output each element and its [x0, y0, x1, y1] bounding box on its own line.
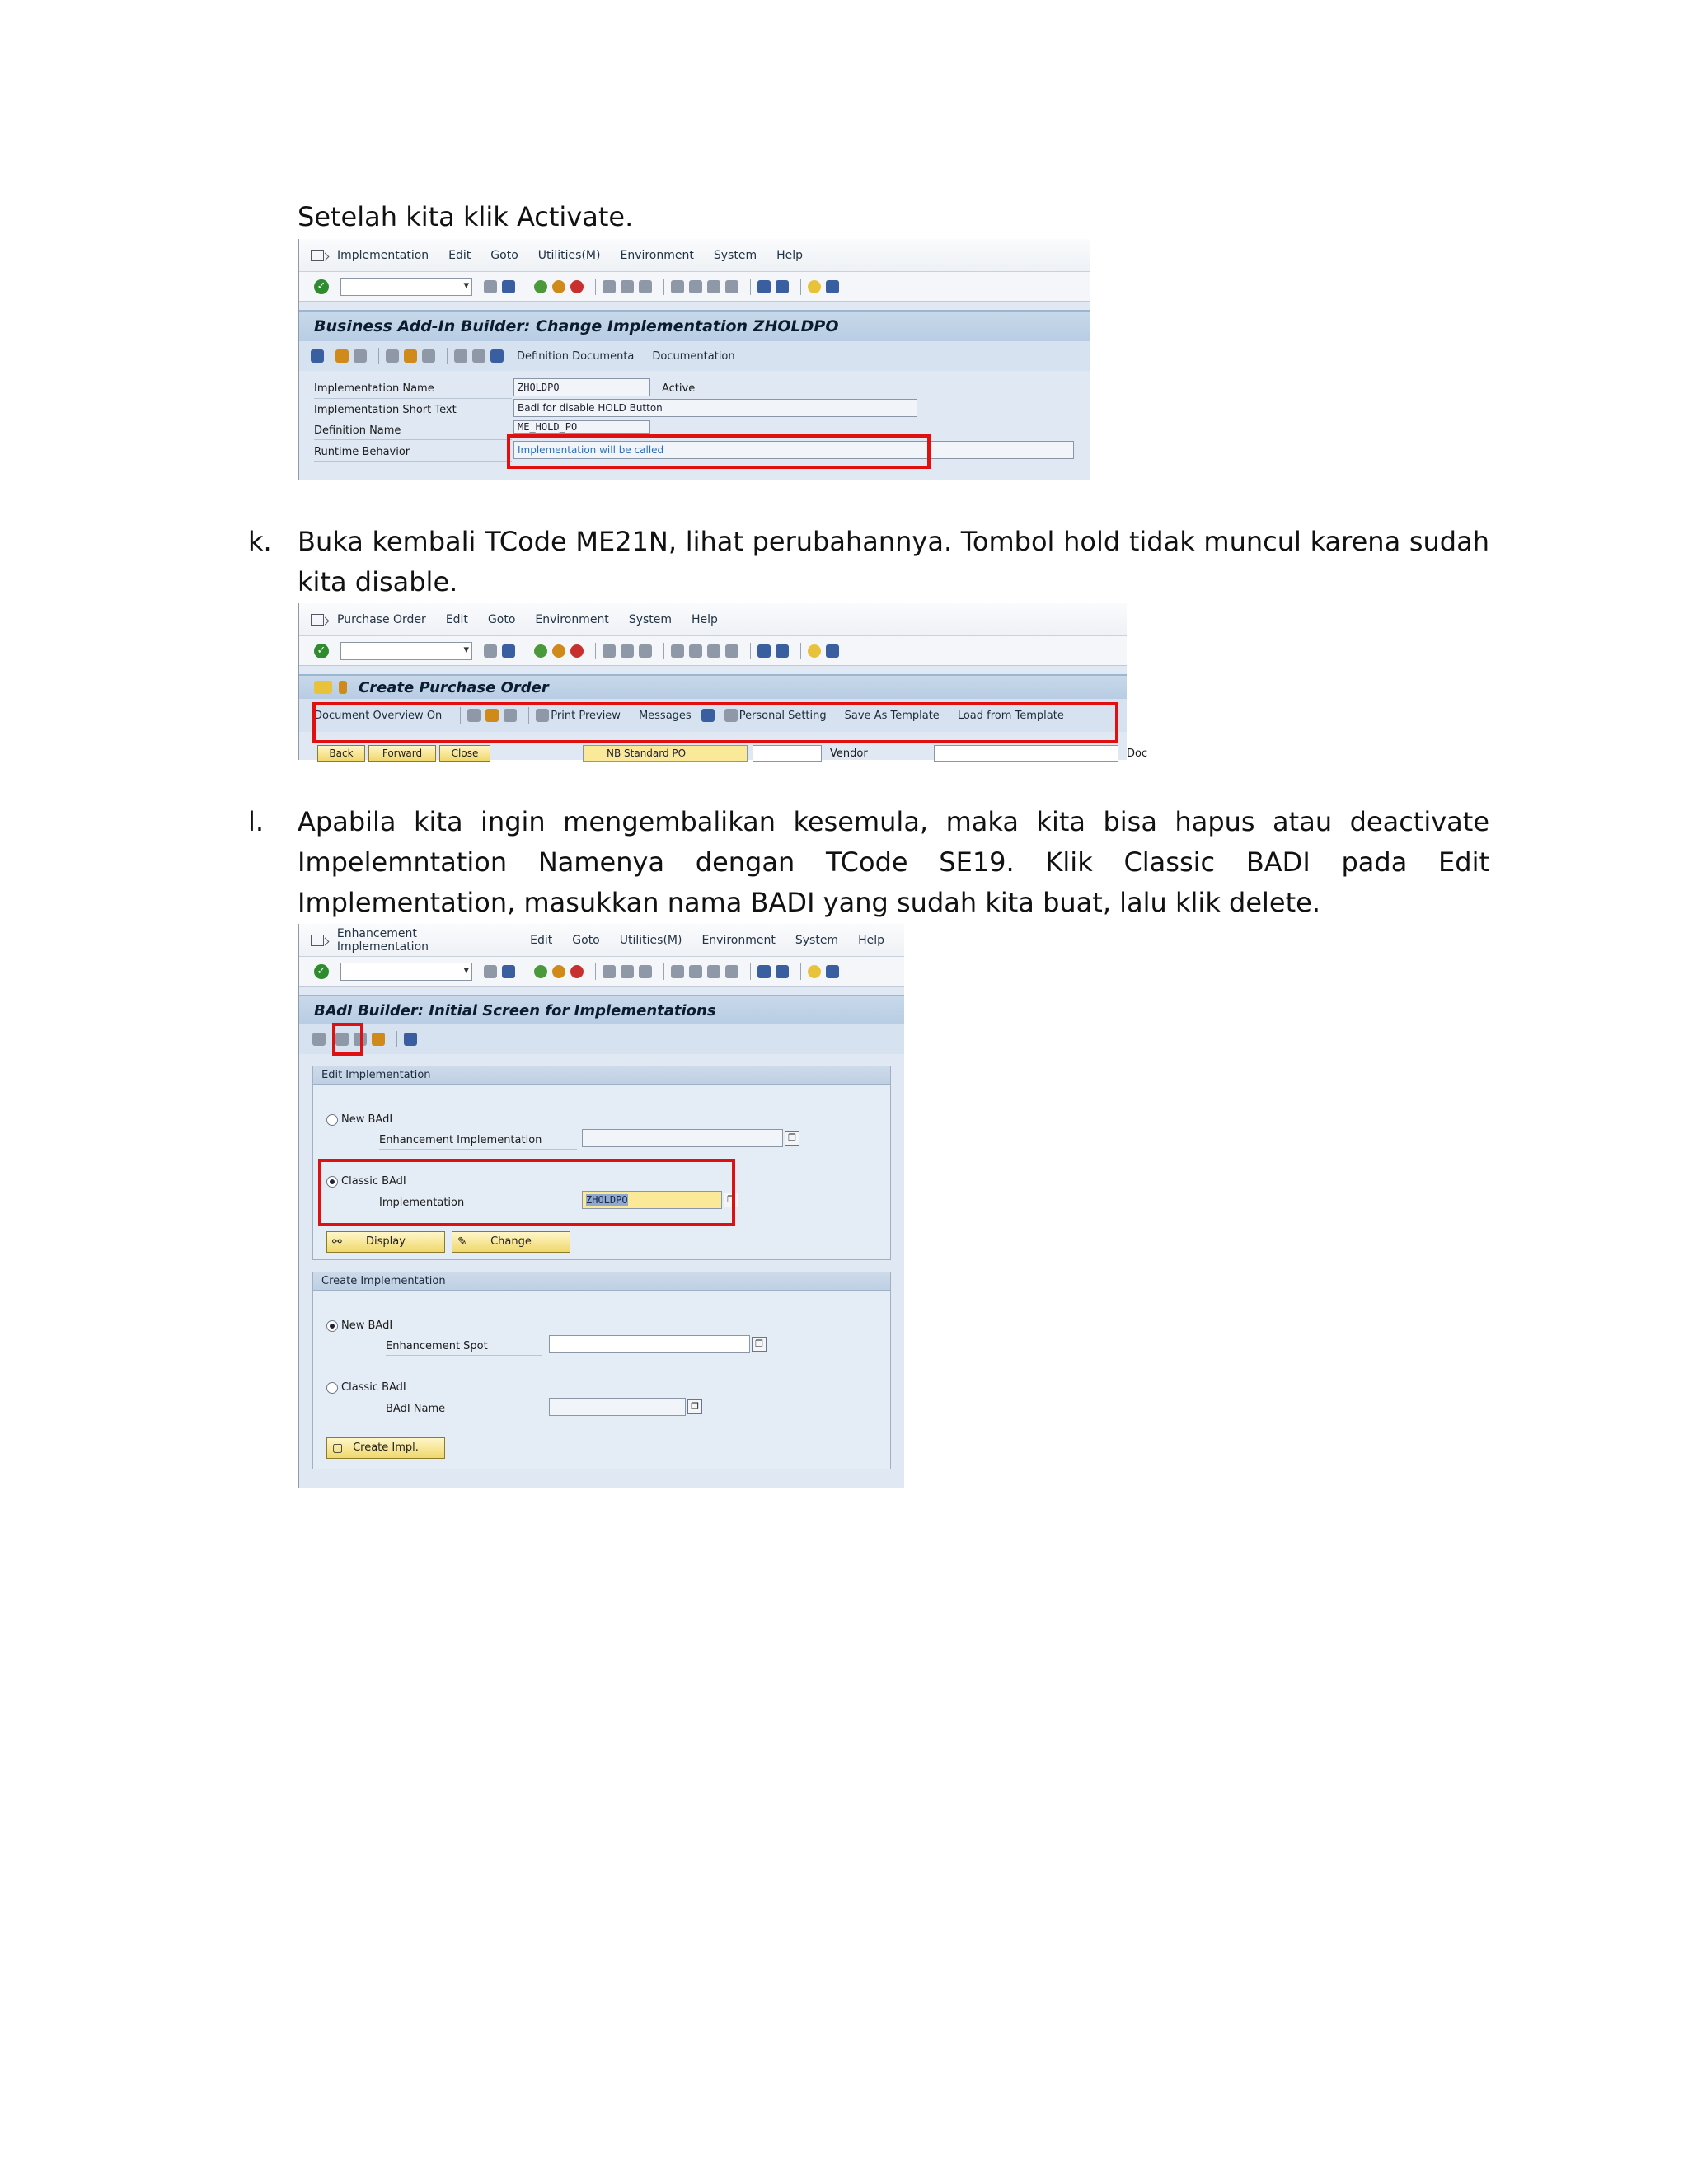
menu-item-utilities[interactable]: Utilities(M)	[619, 933, 682, 947]
new-badi-radio-create[interactable]	[326, 1320, 338, 1332]
edit-icon[interactable]	[335, 349, 349, 363]
last-page-icon[interactable]	[725, 965, 738, 978]
print-icon[interactable]	[603, 965, 616, 978]
screen-title: Business Add-In Builder: Change Implementation ZHOLDPO	[299, 310, 1090, 341]
menu-item-help[interactable]: Help	[776, 248, 804, 262]
menu-icon[interactable]	[311, 935, 324, 946]
save-icon[interactable]	[502, 644, 515, 658]
find-icon[interactable]	[621, 965, 634, 978]
activate-icon[interactable]	[386, 349, 399, 363]
enh-spot-search-icon[interactable]: ❐	[752, 1337, 767, 1352]
info-icon[interactable]	[490, 349, 504, 363]
find-icon[interactable]	[621, 280, 634, 293]
def-name-label: Definition Name	[314, 424, 401, 437]
menu-item-edit[interactable]: Edit	[530, 933, 553, 947]
change-button[interactable]	[452, 1231, 570, 1253]
standard-toolbar	[299, 636, 1127, 666]
exit-icon[interactable]	[552, 644, 565, 658]
print-icon[interactable]	[603, 280, 616, 293]
hierarchy-icon[interactable]	[454, 349, 467, 363]
forward-button[interactable]: Forward	[368, 745, 436, 762]
menu-item-environment[interactable]: Environment	[535, 612, 609, 626]
screenshot-badi-change	[298, 239, 1090, 480]
menu-item-environment[interactable]: Environment	[701, 933, 776, 947]
cancel-icon[interactable]	[570, 280, 584, 293]
screen-title	[299, 674, 1127, 699]
menu-icon[interactable]	[311, 250, 324, 261]
po-number-field[interactable]	[753, 745, 822, 762]
menu-bar	[299, 924, 904, 957]
arrow-right-icon[interactable]	[311, 349, 324, 363]
vendor-field[interactable]	[934, 745, 1118, 762]
vendor-label: Vendor	[830, 748, 868, 760]
paragraph-k-marker: k.	[248, 526, 272, 557]
enh-impl-search-icon[interactable]: ❐	[785, 1131, 799, 1146]
dropdown-icon[interactable]	[339, 681, 347, 694]
menu-item-edit[interactable]: Edit	[445, 612, 468, 626]
doc-date-label: Doc	[1127, 748, 1148, 760]
menu-item-system[interactable]: System	[628, 612, 673, 626]
cancel-icon[interactable]	[570, 965, 584, 978]
menu-icon[interactable]	[311, 614, 324, 626]
new-badi-label-edit: New BAdI	[341, 1113, 393, 1126]
paragraph-k	[248, 522, 1489, 602]
enh-spot-field[interactable]	[549, 1335, 750, 1353]
back-button[interactable]: Back	[317, 745, 365, 762]
activate-icon[interactable]	[372, 1033, 385, 1046]
load-from-template-button[interactable]: Load from Template	[957, 709, 1064, 722]
impl-status: Active	[662, 382, 696, 395]
exit-icon[interactable]	[552, 965, 565, 978]
def-name-field[interactable]: ME_HOLD_PO	[513, 420, 650, 434]
messages-button[interactable]: Messages	[638, 709, 692, 722]
back-icon[interactable]	[534, 644, 547, 658]
impl-form	[299, 371, 1090, 478]
back-icon[interactable]	[534, 280, 547, 293]
back-arrow-icon[interactable]	[484, 280, 497, 293]
display-button-label: Display	[366, 1235, 406, 1248]
next-page-icon[interactable]	[707, 280, 720, 293]
cancel-icon[interactable]	[570, 644, 584, 658]
create-impl-button[interactable]	[326, 1437, 445, 1459]
enh-impl-field[interactable]	[582, 1129, 783, 1147]
enh-spot-label: Enhancement Spot	[386, 1340, 488, 1352]
layout-icon[interactable]	[826, 280, 839, 293]
runtime-field[interactable]: Implementation will be called	[513, 441, 1074, 459]
next-page-icon[interactable]	[707, 965, 720, 978]
create-impl-button-label: Create Impl.	[353, 1441, 419, 1454]
highlight-application-toolbar	[312, 702, 1118, 743]
impl-name-field[interactable]: ZHOLDPO	[513, 378, 650, 396]
first-page-icon[interactable]	[671, 965, 684, 978]
po-type-icon[interactable]	[314, 681, 332, 694]
menu-item-implementation[interactable]: Implementation	[337, 248, 429, 262]
enh-impl-label: Enhancement Implementation	[379, 1134, 542, 1146]
paragraph-l-text: Apabila kita ingin mengembalikan kesemula, maka kita bisa hapus atau deactivate Impelemntation Namenya dengan TCode SE19. Klik Classic BADI pada Edit Implementation, masukkan nama BADI yang sudah kita buat, lalu klik delete.	[298, 806, 1489, 918]
command-field[interactable]	[340, 963, 472, 981]
other-object-icon[interactable]	[354, 349, 367, 363]
new-doc-icon: ▢	[332, 1441, 344, 1455]
impl-name-label: Implementation Name	[314, 382, 434, 395]
impl-label: Implementation	[379, 1197, 465, 1209]
menu-bar	[299, 239, 1090, 272]
doc-overview-button[interactable]: Document Overview On	[314, 709, 443, 722]
screen-title: BAdI Builder: Initial Screen for Implementations	[299, 995, 904, 1024]
edit-group-title: Edit Implementation	[313, 1066, 890, 1085]
application-toolbar	[299, 1024, 904, 1054]
menu-item-edit[interactable]: Edit	[448, 248, 471, 262]
new-session-icon[interactable]	[757, 280, 771, 293]
highlight-classic-badi	[318, 1159, 735, 1226]
definition-doc-button[interactable]: Definition Documenta	[517, 349, 635, 363]
menu-item-purchase-order[interactable]: Purchase Order	[337, 612, 426, 626]
menu-item-enhancement-impl[interactable]: Enhancement Implementation	[336, 926, 429, 954]
print-preview-button[interactable]: Print Preview	[551, 709, 621, 722]
back-icon[interactable]	[534, 965, 547, 978]
close-button[interactable]: Close	[439, 745, 490, 762]
paragraph-k-text: Buka kembali TCode ME21N, lihat perubahannya. Tombol hold tidak muncul karena sudah kita disable.	[298, 526, 1489, 598]
find-next-icon[interactable]	[639, 280, 652, 293]
new-session-icon[interactable]	[757, 644, 771, 658]
prev-page-icon[interactable]	[689, 280, 702, 293]
help-icon[interactable]	[808, 965, 821, 978]
pencil-icon: ✎	[457, 1235, 467, 1249]
badi-name-label: BAdI Name	[386, 1403, 446, 1415]
menu-item-goto[interactable]: Goto	[572, 933, 600, 947]
shortcut-icon[interactable]	[776, 644, 789, 658]
screen-title-text: Create Purchase Order	[359, 678, 549, 696]
menu-item-utilities[interactable]: Utilities(M)	[537, 248, 601, 262]
change-button-label: Change	[490, 1235, 532, 1248]
badi-name-search-icon[interactable]: ❐	[687, 1399, 702, 1414]
menu-item-environment[interactable]: Environment	[620, 248, 694, 262]
where-used-icon[interactable]	[404, 349, 417, 363]
short-text-label: Implementation Short Text	[314, 404, 457, 416]
display-change-icon[interactable]	[312, 1033, 326, 1046]
classic-badi-label-edit: Classic BAdI	[341, 1175, 406, 1188]
runtime-label: Runtime Behavior	[314, 446, 410, 458]
badi-name-field[interactable]	[549, 1398, 686, 1416]
help-icon[interactable]	[808, 644, 821, 658]
documentation-button[interactable]: Documentation	[652, 349, 735, 363]
layout-icon[interactable]	[826, 965, 839, 978]
menu-item-help[interactable]: Help	[692, 612, 718, 626]
exit-icon[interactable]	[552, 280, 565, 293]
impl-search-icon[interactable]: ❐	[724, 1193, 738, 1207]
enter-icon[interactable]: ✓	[314, 964, 329, 979]
menu-item-system[interactable]: System	[713, 248, 757, 262]
find-next-icon[interactable]	[639, 965, 652, 978]
paragraph-l	[248, 802, 1489, 923]
enter-icon[interactable]: ✓	[314, 279, 329, 294]
menu-item-goto[interactable]: Goto	[487, 612, 516, 626]
application-toolbar	[299, 341, 1090, 371]
last-page-icon[interactable]	[725, 644, 738, 658]
highlight-runtime-behavior	[507, 434, 931, 469]
navigation-icon[interactable]	[472, 349, 485, 363]
create-implementation-group	[312, 1272, 891, 1469]
impl-field-value: ZHOLDPO	[586, 1194, 628, 1206]
short-text-field[interactable]: Badi for disable HOLD Button	[513, 399, 917, 417]
intro-text: Setelah kita klik Activate.	[298, 201, 634, 232]
personal-setting-button[interactable]: Personal Setting	[738, 709, 827, 722]
first-page-icon[interactable]	[671, 644, 684, 658]
save-as-template-button[interactable]: Save As Template	[844, 709, 940, 722]
next-page-icon[interactable]	[707, 644, 720, 658]
standard-toolbar	[299, 272, 1090, 302]
screenshot-badi-initial	[298, 924, 904, 1488]
doc-type-value: NB Standard PO	[607, 748, 687, 759]
command-field[interactable]	[340, 278, 472, 296]
prev-page-icon[interactable]	[689, 965, 702, 978]
highlight-delete-button	[332, 1023, 363, 1056]
new-badi-label-create: New BAdI	[341, 1319, 393, 1332]
print-icon[interactable]	[603, 644, 616, 658]
menu-item-help[interactable]: Help	[858, 933, 884, 947]
classic-badi-label-create: Classic BAdI	[341, 1381, 406, 1394]
standard-toolbar	[299, 957, 904, 987]
first-page-icon[interactable]	[671, 280, 684, 293]
shortcut-icon[interactable]	[776, 280, 789, 293]
prev-page-icon[interactable]	[689, 644, 702, 658]
display-icon: ⚯	[332, 1235, 342, 1249]
help-icon[interactable]	[808, 280, 821, 293]
find-icon[interactable]	[621, 644, 634, 658]
menu-item-system[interactable]: System	[795, 933, 839, 947]
screenshot-create-po	[298, 603, 1148, 760]
classic-badi-radio-create[interactable]	[326, 1382, 338, 1394]
last-page-icon[interactable]	[725, 280, 738, 293]
back-arrow-icon[interactable]	[484, 644, 497, 658]
back-arrow-icon[interactable]	[484, 965, 497, 978]
paragraph-l-marker: l.	[248, 806, 265, 837]
save-icon[interactable]	[502, 280, 515, 293]
enter-icon[interactable]: ✓	[314, 644, 329, 658]
layout-icon[interactable]	[826, 644, 839, 658]
menu-bar	[299, 603, 1127, 636]
new-badi-radio-edit[interactable]	[326, 1114, 338, 1126]
object-list-icon[interactable]	[422, 349, 435, 363]
create-group-title: Create Implementation	[313, 1272, 890, 1291]
command-field[interactable]	[340, 642, 472, 660]
find-next-icon[interactable]	[639, 644, 652, 658]
shortcut-icon[interactable]	[776, 965, 789, 978]
info-icon[interactable]	[404, 1033, 417, 1046]
doc-type-dropdown[interactable]	[583, 745, 748, 762]
new-session-icon[interactable]	[757, 965, 771, 978]
save-icon[interactable]	[502, 965, 515, 978]
edit-implementation-group	[312, 1066, 891, 1260]
menu-item-goto[interactable]: Goto	[490, 248, 518, 262]
display-button[interactable]	[326, 1231, 445, 1253]
